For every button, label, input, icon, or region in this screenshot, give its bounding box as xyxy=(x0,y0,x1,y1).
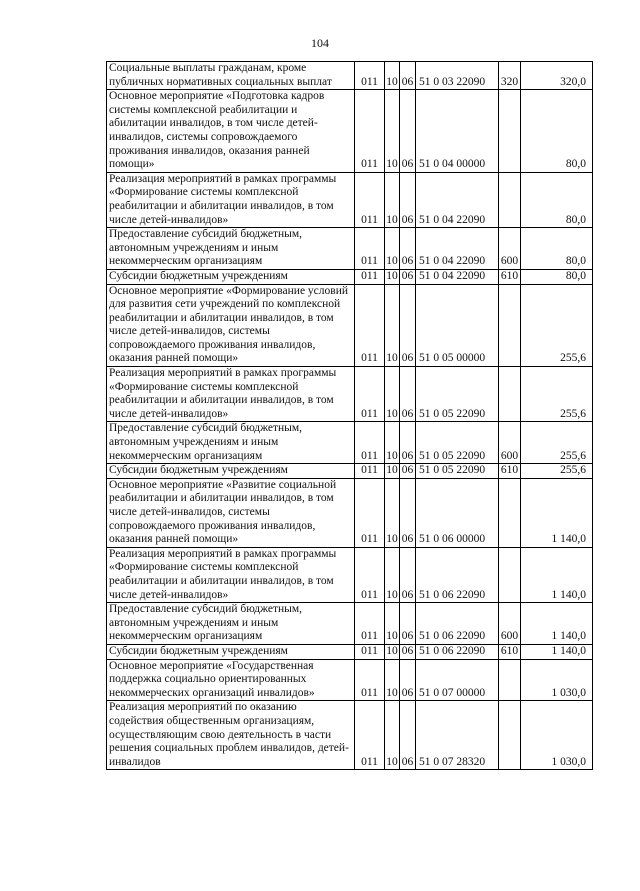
target-article-code: 51 0 07 28320 xyxy=(416,701,499,770)
row-name: Реализация мероприятий в рамках программы «Формирование системы комплексной реабилитации и абилитации инвалидов, в том числе детей-инвалидов» xyxy=(107,547,355,602)
section-code: 10 xyxy=(385,284,400,367)
expense-type-code: 600 xyxy=(499,422,521,464)
ministry-code: 011 xyxy=(355,701,385,770)
row-name: Субсидии бюджетным учреждениям xyxy=(107,269,355,284)
table-row xyxy=(107,367,593,422)
ministry-code: 011 xyxy=(355,659,385,701)
target-article-code: 51 0 06 00000 xyxy=(416,478,499,547)
target-article-code: 51 0 04 00000 xyxy=(416,90,499,173)
amount: 1 140,0 xyxy=(521,603,593,645)
amount: 1 140,0 xyxy=(521,478,593,547)
ministry-code: 011 xyxy=(355,228,385,270)
table-row xyxy=(107,659,593,701)
ministry-code: 011 xyxy=(355,644,385,659)
subsection-code: 06 xyxy=(400,644,416,659)
table-row xyxy=(107,284,593,367)
row-name: Реализация мероприятий в рамках программы «Формирование системы комплексной реабилитации и абилитации инвалидов, в том числе детей-инвалидов» xyxy=(107,367,355,422)
expense-type-code xyxy=(499,478,521,547)
ministry-code: 011 xyxy=(355,269,385,284)
amount: 80,0 xyxy=(521,269,593,284)
subsection-code: 06 xyxy=(400,90,416,173)
subsection-code: 06 xyxy=(400,422,416,464)
subsection-code: 06 xyxy=(400,284,416,367)
subsection-code: 06 xyxy=(400,603,416,645)
section-code: 10 xyxy=(385,90,400,173)
target-article-code: 51 0 04 22090 xyxy=(416,269,499,284)
amount: 1 140,0 xyxy=(521,547,593,602)
expense-type-code xyxy=(499,659,521,701)
amount: 320,0 xyxy=(521,62,593,90)
target-article-code: 51 0 05 22090 xyxy=(416,367,499,422)
target-article-code: 51 0 03 22090 xyxy=(416,62,499,90)
expense-type-code xyxy=(499,367,521,422)
subsection-code: 06 xyxy=(400,228,416,270)
row-name: Предоставление субсидий бюджетным, автономным учреждениям и иным некоммерческим организациям xyxy=(107,422,355,464)
amount: 255,6 xyxy=(521,367,593,422)
ministry-code: 011 xyxy=(355,422,385,464)
ministry-code: 011 xyxy=(355,547,385,602)
expense-type-code: 600 xyxy=(499,228,521,270)
target-article-code: 51 0 05 22090 xyxy=(416,464,499,479)
ministry-code: 011 xyxy=(355,603,385,645)
expense-type-code xyxy=(499,284,521,367)
section-code: 10 xyxy=(385,603,400,645)
row-name: Субсидии бюджетным учреждениям xyxy=(107,644,355,659)
section-code: 10 xyxy=(385,228,400,270)
expense-type-code: 610 xyxy=(499,644,521,659)
subsection-code: 06 xyxy=(400,62,416,90)
expense-type-code: 600 xyxy=(499,603,521,645)
subsection-code: 06 xyxy=(400,478,416,547)
expense-type-code xyxy=(499,90,521,173)
row-name: Реализация мероприятий в рамках программы «Формирование системы комплексной реабилитации и абилитации инвалидов, в том числе детей-инвалидов» xyxy=(107,172,355,227)
row-name: Основное мероприятие «Подготовка кадров системы комплексной реабилитации и абилитации инвалидов, в том числе детей-инвалидов, системы сопровождаемого проживания инвалидов, оказания ранней помощи» xyxy=(107,90,355,173)
table-row xyxy=(107,228,593,270)
table-row xyxy=(107,701,593,770)
budget-table xyxy=(106,61,593,770)
amount: 1 030,0 xyxy=(521,701,593,770)
amount: 255,6 xyxy=(521,464,593,479)
target-article-code: 51 0 06 22090 xyxy=(416,644,499,659)
row-name: Реализация мероприятий по оказанию содействия общественным организациям, осуществляющим свою деятельность в части решения социальных проблем инвалидов, детей-инвалидов xyxy=(107,701,355,770)
expense-type-code: 320 xyxy=(499,62,521,90)
table-row xyxy=(107,62,593,90)
table-row xyxy=(107,172,593,227)
amount: 255,6 xyxy=(521,284,593,367)
section-code: 10 xyxy=(385,367,400,422)
target-article-code: 51 0 04 22090 xyxy=(416,172,499,227)
table-row xyxy=(107,547,593,602)
ministry-code: 011 xyxy=(355,62,385,90)
amount: 80,0 xyxy=(521,90,593,173)
row-name: Основное мероприятие «Государственная поддержка социально ориентированных некоммерческих организаций инвалидов» xyxy=(107,659,355,701)
ministry-code: 011 xyxy=(355,478,385,547)
section-code: 10 xyxy=(385,422,400,464)
table-row xyxy=(107,464,593,479)
ministry-code: 011 xyxy=(355,90,385,173)
target-article-code: 51 0 04 22090 xyxy=(416,228,499,270)
ministry-code: 011 xyxy=(355,172,385,227)
amount: 255,6 xyxy=(521,422,593,464)
table-row xyxy=(107,422,593,464)
expense-type-code xyxy=(499,701,521,770)
page-number: 104 xyxy=(311,36,329,50)
target-article-code: 51 0 06 22090 xyxy=(416,603,499,645)
subsection-code: 06 xyxy=(400,367,416,422)
section-code: 10 xyxy=(385,644,400,659)
amount: 80,0 xyxy=(521,172,593,227)
amount: 1 030,0 xyxy=(521,659,593,701)
expense-type-code xyxy=(499,547,521,602)
subsection-code: 06 xyxy=(400,464,416,479)
row-name: Предоставление субсидий бюджетным, автономным учреждениям и иным некоммерческим организациям xyxy=(107,228,355,270)
expense-type-code: 610 xyxy=(499,464,521,479)
subsection-code: 06 xyxy=(400,547,416,602)
row-name: Социальные выплаты гражданам, кроме публичных нормативных социальных выплат xyxy=(107,62,355,90)
section-code: 10 xyxy=(385,478,400,547)
amount: 1 140,0 xyxy=(521,644,593,659)
subsection-code: 06 xyxy=(400,269,416,284)
section-code: 10 xyxy=(385,269,400,284)
subsection-code: 06 xyxy=(400,172,416,227)
table-row xyxy=(107,603,593,645)
row-name: Основное мероприятие «Формирование условий для развития сети учреждений по комплексной реабилитации и абилитации инвалидов, в том числе детей-инвалидов, системы сопровождаемого проживания инвалидов, оказания ранней помощи» xyxy=(107,284,355,367)
ministry-code: 011 xyxy=(355,367,385,422)
subsection-code: 06 xyxy=(400,701,416,770)
subsection-code: 06 xyxy=(400,659,416,701)
amount: 80,0 xyxy=(521,228,593,270)
table-row xyxy=(107,478,593,547)
section-code: 10 xyxy=(385,659,400,701)
table-row xyxy=(107,90,593,173)
target-article-code: 51 0 07 00000 xyxy=(416,659,499,701)
row-name: Субсидии бюджетным учреждениям xyxy=(107,464,355,479)
ministry-code: 011 xyxy=(355,464,385,479)
expense-type-code xyxy=(499,172,521,227)
target-article-code: 51 0 05 00000 xyxy=(416,284,499,367)
table-row xyxy=(107,269,593,284)
section-code: 10 xyxy=(385,547,400,602)
row-name: Предоставление субсидий бюджетным, автономным учреждениям и иным некоммерческим организациям xyxy=(107,603,355,645)
row-name: Основное мероприятие «Развитие социальной реабилитации и абилитации инвалидов, в том числе детей-инвалидов, системы сопровождаемого проживания инвалидов, оказания ранней помощи» xyxy=(107,478,355,547)
target-article-code: 51 0 06 22090 xyxy=(416,547,499,602)
target-article-code: 51 0 05 22090 xyxy=(416,422,499,464)
section-code: 10 xyxy=(385,62,400,90)
expense-type-code: 610 xyxy=(499,269,521,284)
section-code: 10 xyxy=(385,701,400,770)
section-code: 10 xyxy=(385,172,400,227)
table-row xyxy=(107,644,593,659)
section-code: 10 xyxy=(385,464,400,479)
ministry-code: 011 xyxy=(355,284,385,367)
